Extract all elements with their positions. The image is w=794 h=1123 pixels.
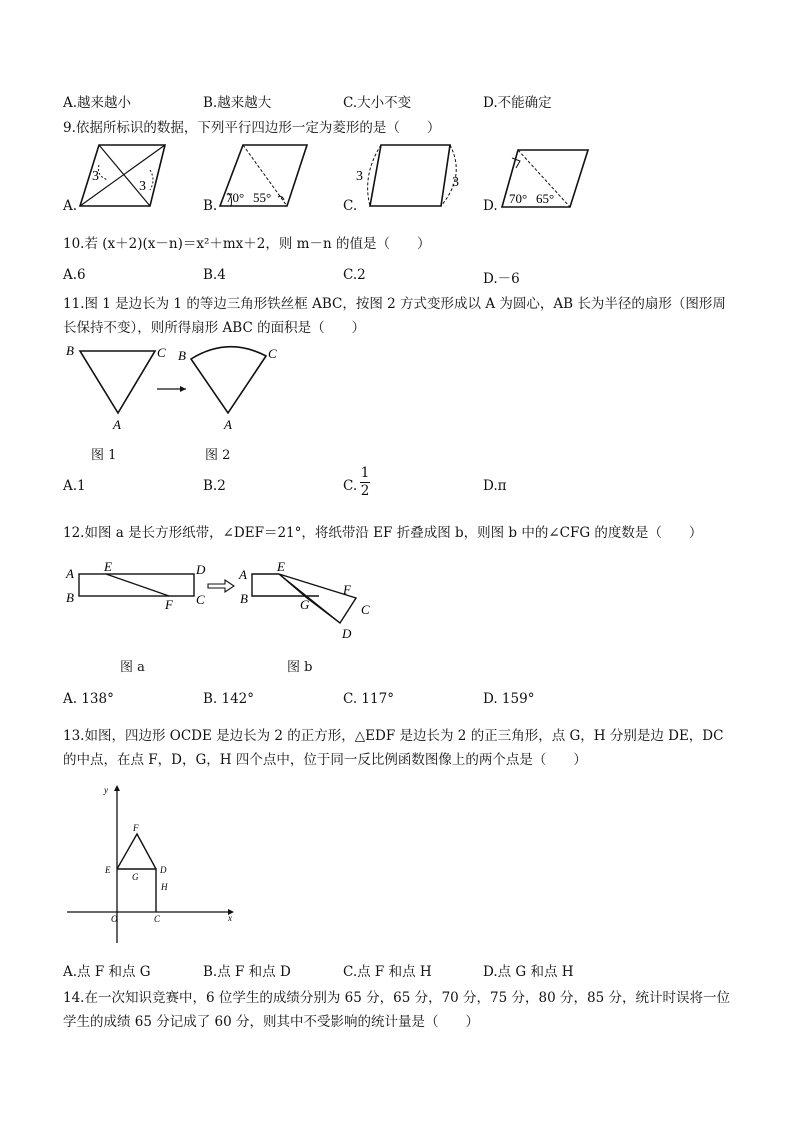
q9-letter-a: A. xyxy=(63,198,78,214)
q11-caption-2: 图 2 xyxy=(205,448,231,463)
q9d-label-1: 70° xyxy=(509,191,528,206)
q11-fig2-a: A xyxy=(224,417,232,432)
q9-letter-d: D. xyxy=(483,198,498,214)
q10-option-b: B.4 xyxy=(203,267,226,283)
q11-fig2-c: C xyxy=(268,346,277,361)
q12-option-c: C. 117° xyxy=(343,691,394,707)
q13-label-d: D xyxy=(160,865,167,875)
q9-letter-b: B. xyxy=(203,198,218,214)
q8-option-b: B.越来越大 xyxy=(203,95,272,111)
q12a-f: F xyxy=(165,597,173,612)
q13-label-o: O xyxy=(111,914,118,924)
q12-caption-a: 图 a xyxy=(120,660,145,675)
q9d-label-2: 65° xyxy=(536,191,555,206)
q13-label-y: y xyxy=(104,785,108,795)
q13-label-e: E xyxy=(105,865,111,875)
q13-label-h: H xyxy=(161,882,168,892)
q12-option-b: B. 142° xyxy=(203,691,255,707)
q12b-e: E xyxy=(277,559,285,574)
q13-option-c: C.点 F 和点 H xyxy=(343,964,432,980)
q11-option-a: A.1 xyxy=(63,478,86,494)
q9-stem: 9.依据所标识的数据，下列平行四边形一定为菱形的是（ ） xyxy=(63,120,441,136)
q11-fig1-b: B xyxy=(66,343,74,358)
q12-option-d: D. 159° xyxy=(483,691,535,707)
q12b-c: C xyxy=(361,602,370,617)
q12a-d: D xyxy=(196,562,206,577)
q13-label-x: x xyxy=(228,913,232,923)
q12a-a: A xyxy=(66,566,74,581)
q11-option-d: D.π xyxy=(483,478,507,494)
q13-label-c: C xyxy=(154,914,161,924)
q9c-label-2: 3 xyxy=(452,175,459,190)
q11-option-b: B.2 xyxy=(203,478,226,494)
q12b-f: F xyxy=(343,582,351,597)
q13-option-b: B.点 F 和点 D xyxy=(203,964,291,980)
q11-caption-1: 图 1 xyxy=(91,448,117,463)
q12b-d: D xyxy=(342,626,352,641)
q11-frac-denominator: 2 xyxy=(360,483,370,499)
q8-option-c: C.大小不变 xyxy=(343,95,412,111)
q11-frac-numerator: 1 xyxy=(360,465,370,481)
q10-option-c: C.2 xyxy=(343,267,366,283)
q10-stem: 10.若 (x＋2)(x－n)＝x²＋mx＋2，则 m－n 的值是（ ） xyxy=(63,236,431,252)
q9b-label-2: 55° xyxy=(253,190,272,205)
q14-stem-line2: 学生的成绩 65 分记成了 60 分，则其中不受影响的统计量是（ ） xyxy=(63,1014,480,1030)
q12b-a: A xyxy=(239,567,247,582)
q9b-label-1: 70° xyxy=(226,190,245,205)
q13-label-f: F xyxy=(133,823,139,833)
q11-fig2-b: B xyxy=(178,348,186,363)
q8-option-a: A.越来越小 xyxy=(63,95,132,111)
q11-stem-line1: 11.图 1 是边长为 1 的等边三角形铁丝框 ABC，按图 2 方式变形成以 A 为圆心，AB 长为半径的扇形（图形周 xyxy=(63,296,726,312)
q11-fig1-c: C xyxy=(157,345,166,360)
q12a-c: C xyxy=(196,592,205,607)
q12b-g: G xyxy=(300,597,310,612)
q12-option-a: A. 138° xyxy=(63,691,114,707)
q11-stem-line2: 长保持不变），则所得扇形 ABC 的面积是（ ） xyxy=(63,320,366,336)
q12a-b: B xyxy=(66,590,74,605)
q10-option-a: A.6 xyxy=(63,267,86,283)
q12b-b: B xyxy=(240,591,248,606)
q12-caption-b: 图 b xyxy=(287,660,313,675)
q9a-label-1: 3 xyxy=(92,169,99,184)
q9a-label-2: 3 xyxy=(139,179,146,194)
q13-option-a: A.点 F 和点 G xyxy=(63,964,151,980)
q13-option-d: D.点 G 和点 H xyxy=(483,964,574,980)
q9-letter-c: C. xyxy=(343,198,358,214)
q14-stem-line1: 14.在一次知识竞赛中，6 位学生的成绩分别为 65 分，65 分，70 分，75 分，80 分，85 分，统计时误将一位 xyxy=(63,990,730,1006)
q10-option-d: D.－6 xyxy=(483,271,520,287)
q11-option-c: C. xyxy=(343,478,358,494)
q12-stem: 12.如图 a 是长方形纸带，∠DEF＝21°，将纸带沿 EF 折叠成图 b，则图 b 中的∠CFG 的度数是（ ） xyxy=(63,525,703,541)
q13-stem-line2: 的中点，在点 F，D，G，H 四个点中，位于同一反比例函数图像上的两个点是（ ） xyxy=(63,752,587,768)
q11-fig1-a: A xyxy=(113,417,121,432)
q8-option-d: D.不能确定 xyxy=(483,95,552,111)
q13-stem-line1: 13.如图，四边形 OCDE 是边长为 2 的正方形，△EDF 是边长为 2 的正三角形，点 G，H 分别是边 DE，DC xyxy=(63,728,724,744)
q9c-label-1: 3 xyxy=(356,169,363,184)
q13-label-g: G xyxy=(132,872,139,882)
q12a-e: E xyxy=(104,559,112,574)
